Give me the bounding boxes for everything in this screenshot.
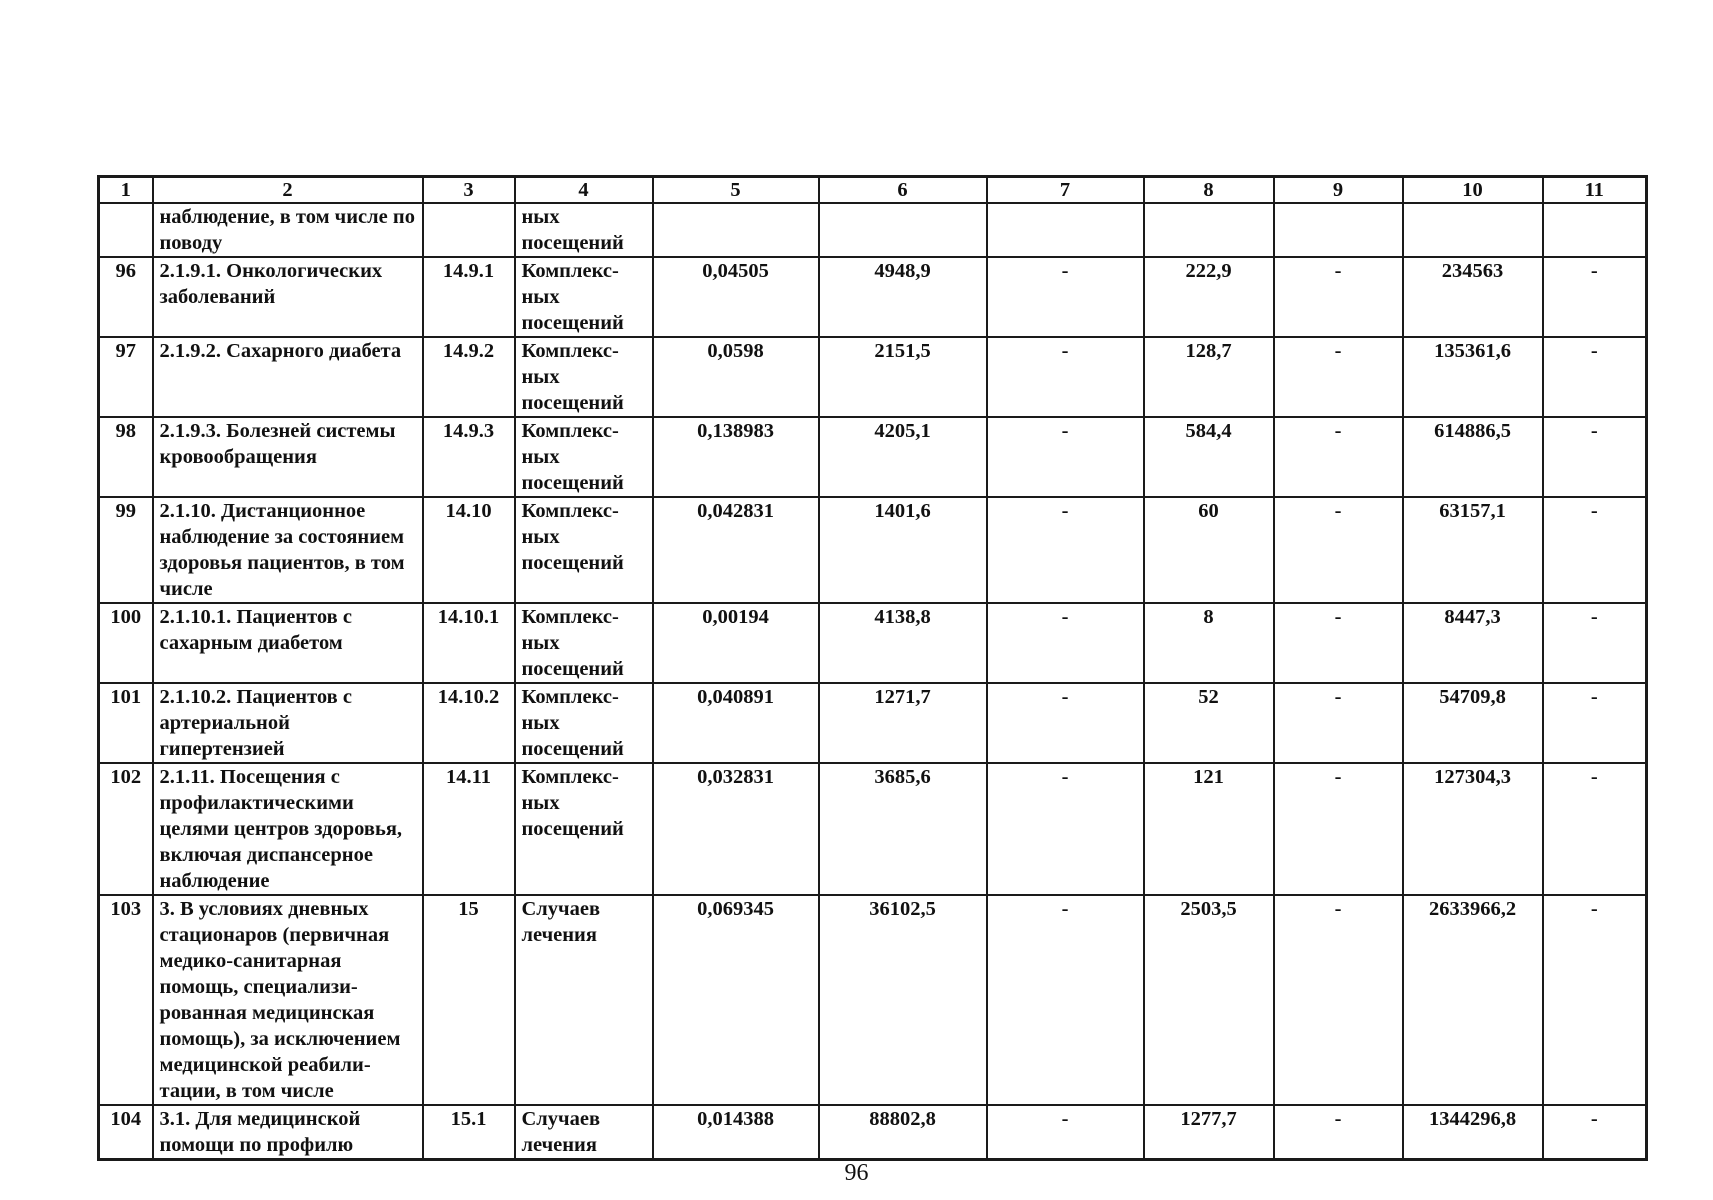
- indicator-code-cell: 15.1: [423, 1105, 515, 1160]
- table-row: [99, 603, 1647, 683]
- value-cell-8: [1144, 203, 1274, 257]
- value-cell-9: -: [1274, 497, 1403, 603]
- header-cell: 3: [423, 177, 515, 204]
- value-cell-11: -: [1543, 603, 1647, 683]
- value-cell-10: 614886,5: [1403, 417, 1543, 497]
- value-cell-11: -: [1543, 895, 1647, 1105]
- indicator-name-cell: 2.1.11. Посещения с профилактическими целями центров здоровья, включая диспансерное наблюдение: [153, 763, 423, 895]
- value-cell-5: 0,138983: [653, 417, 819, 497]
- value-cell-6: 88802,8: [819, 1105, 987, 1160]
- indicator-code-cell: 14.9.1: [423, 257, 515, 337]
- value-cell-6: 2151,5: [819, 337, 987, 417]
- value-cell-8: 128,7: [1144, 337, 1274, 417]
- indicator-name-cell: 2.1.9.2. Сахарного диабета: [153, 337, 423, 417]
- value-cell-8: 52: [1144, 683, 1274, 763]
- value-cell-10: 8447,3: [1403, 603, 1543, 683]
- row-number-cell: 100: [99, 603, 153, 683]
- value-cell-6: 36102,5: [819, 895, 987, 1105]
- data-table: [97, 175, 1648, 1161]
- row-number-cell: [99, 203, 153, 257]
- value-cell-9: -: [1274, 257, 1403, 337]
- unit-cell: ных посещений: [515, 203, 653, 257]
- value-cell-7: -: [987, 603, 1144, 683]
- indicator-code-cell: 14.10: [423, 497, 515, 603]
- value-cell-6: 1401,6: [819, 497, 987, 603]
- value-cell-7: -: [987, 1105, 1144, 1160]
- row-number-cell: 101: [99, 683, 153, 763]
- indicator-code-cell: 14.10.1: [423, 603, 515, 683]
- value-cell-7: [987, 203, 1144, 257]
- table-row: [99, 203, 1647, 257]
- value-cell-5: 0,040891: [653, 683, 819, 763]
- value-cell-11: -: [1543, 683, 1647, 763]
- value-cell-9: -: [1274, 763, 1403, 895]
- value-cell-7: -: [987, 257, 1144, 337]
- unit-cell: Случаев лечения: [515, 1105, 653, 1160]
- table-row: [99, 497, 1647, 603]
- value-cell-5: 0,042831: [653, 497, 819, 603]
- value-cell-10: 1344296,8: [1403, 1105, 1543, 1160]
- value-cell-10: [1403, 203, 1543, 257]
- value-cell-10: 127304,3: [1403, 763, 1543, 895]
- value-cell-6: 4205,1: [819, 417, 987, 497]
- value-cell-9: -: [1274, 1105, 1403, 1160]
- value-cell-11: -: [1543, 257, 1647, 337]
- indicator-name-cell: 2.1.10.1. Пациентов с сахарным диабетом: [153, 603, 423, 683]
- value-cell-8: 222,9: [1144, 257, 1274, 337]
- value-cell-10: 234563: [1403, 257, 1543, 337]
- value-cell-10: 54709,8: [1403, 683, 1543, 763]
- indicator-code-cell: 14.9.2: [423, 337, 515, 417]
- value-cell-9: -: [1274, 683, 1403, 763]
- header-cell: 8: [1144, 177, 1274, 204]
- value-cell-8: 2503,5: [1144, 895, 1274, 1105]
- header-cell: 1: [99, 177, 153, 204]
- value-cell-7: -: [987, 683, 1144, 763]
- value-cell-7: -: [987, 895, 1144, 1105]
- indicator-code-cell: 15: [423, 895, 515, 1105]
- row-number-cell: 102: [99, 763, 153, 895]
- unit-cell: Комплекс-ных посещений: [515, 337, 653, 417]
- value-cell-7: -: [987, 497, 1144, 603]
- value-cell-6: 4138,8: [819, 603, 987, 683]
- value-cell-9: -: [1274, 895, 1403, 1105]
- indicator-name-cell: 2.1.10.2. Пациентов с артериальной гипертензией: [153, 683, 423, 763]
- table-row: [99, 895, 1647, 1105]
- row-number-cell: 99: [99, 497, 153, 603]
- table-row: [99, 1105, 1647, 1160]
- indicator-name-cell: 2.1.10. Дистанционное наблюдение за состоянием здоровья пациентов, в том числе: [153, 497, 423, 603]
- value-cell-8: 121: [1144, 763, 1274, 895]
- value-cell-5: 0,069345: [653, 895, 819, 1105]
- indicator-code-cell: [423, 203, 515, 257]
- value-cell-11: -: [1543, 497, 1647, 603]
- value-cell-6: [819, 203, 987, 257]
- value-cell-6: 4948,9: [819, 257, 987, 337]
- value-cell-5: [653, 203, 819, 257]
- row-number-cell: 97: [99, 337, 153, 417]
- page-number: 96: [844, 1160, 869, 1186]
- row-number-cell: 103: [99, 895, 153, 1105]
- indicator-code-cell: 14.11: [423, 763, 515, 895]
- table-row: [99, 337, 1647, 417]
- value-cell-5: 0,014388: [653, 1105, 819, 1160]
- header-row: [99, 177, 1647, 204]
- value-cell-5: 0,032831: [653, 763, 819, 895]
- header-cell: 5: [653, 177, 819, 204]
- value-cell-7: -: [987, 763, 1144, 895]
- value-cell-7: -: [987, 417, 1144, 497]
- header-cell: 4: [515, 177, 653, 204]
- value-cell-8: 1277,7: [1144, 1105, 1274, 1160]
- unit-cell: Комплекс-ных посещений: [515, 497, 653, 603]
- row-number-cell: 104: [99, 1105, 153, 1160]
- value-cell-8: 584,4: [1144, 417, 1274, 497]
- unit-cell: Комплекс-ных посещений: [515, 417, 653, 497]
- value-cell-10: 63157,1: [1403, 497, 1543, 603]
- value-cell-11: -: [1543, 417, 1647, 497]
- unit-cell: Комплекс-ных посещений: [515, 257, 653, 337]
- value-cell-9: -: [1274, 337, 1403, 417]
- value-cell-5: 0,00194: [653, 603, 819, 683]
- header-cell: 10: [1403, 177, 1543, 204]
- value-cell-9: [1274, 203, 1403, 257]
- value-cell-7: -: [987, 337, 1144, 417]
- indicator-code-cell: 14.9.3: [423, 417, 515, 497]
- value-cell-9: -: [1274, 417, 1403, 497]
- table-row: [99, 763, 1647, 895]
- unit-cell: Комплекс-ных посещений: [515, 683, 653, 763]
- table-row: [99, 257, 1647, 337]
- indicator-name-cell: 3.1. Для медицинской помощи по профилю: [153, 1105, 423, 1160]
- row-number-cell: 96: [99, 257, 153, 337]
- value-cell-11: -: [1543, 1105, 1647, 1160]
- header-cell: 11: [1543, 177, 1647, 204]
- indicator-name-cell: 3. В условиях дневных стационаров (первичная медико-санитарная помощь, специализи-рованная медицинская помощь), за исключением медицинской реабили-тации, в том числе: [153, 895, 423, 1105]
- value-cell-11: [1543, 203, 1647, 257]
- header-cell: 6: [819, 177, 987, 204]
- indicator-name-cell: 2.1.9.1. Онкологических заболеваний: [153, 257, 423, 337]
- value-cell-9: -: [1274, 603, 1403, 683]
- unit-cell: Комплекс-ных посещений: [515, 603, 653, 683]
- value-cell-11: -: [1543, 337, 1647, 417]
- table-row: [99, 417, 1647, 497]
- value-cell-11: -: [1543, 763, 1647, 895]
- value-cell-5: 0,04505: [653, 257, 819, 337]
- value-cell-10: 135361,6: [1403, 337, 1543, 417]
- header-cell: 9: [1274, 177, 1403, 204]
- value-cell-10: 2633966,2: [1403, 895, 1543, 1105]
- value-cell-6: 3685,6: [819, 763, 987, 895]
- table-row: [99, 683, 1647, 763]
- indicator-name-cell: наблюдение, в том числе по поводу: [153, 203, 423, 257]
- indicator-name-cell: 2.1.9.3. Болезней системы кровообращения: [153, 417, 423, 497]
- unit-cell: Случаев лечения: [515, 895, 653, 1105]
- header-cell: 2: [153, 177, 423, 204]
- value-cell-5: 0,0598: [653, 337, 819, 417]
- unit-cell: Комплекс-ных посещений: [515, 763, 653, 895]
- value-cell-6: 1271,7: [819, 683, 987, 763]
- indicator-code-cell: 14.10.2: [423, 683, 515, 763]
- value-cell-8: 60: [1144, 497, 1274, 603]
- row-number-cell: 98: [99, 417, 153, 497]
- header-cell: 7: [987, 177, 1144, 204]
- value-cell-8: 8: [1144, 603, 1274, 683]
